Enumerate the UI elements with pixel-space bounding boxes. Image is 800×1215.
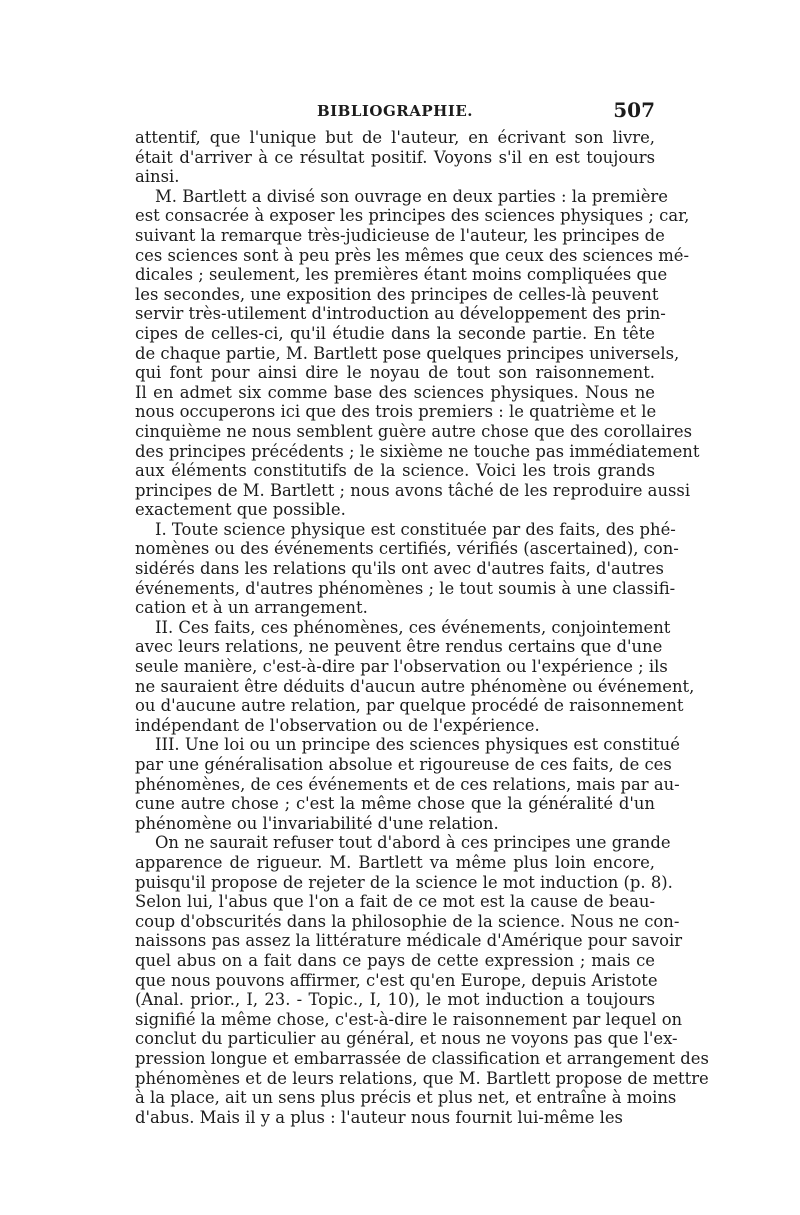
body-text xyxy=(135,128,709,1127)
text-line: principes de M. Bartlett ; nous avons tâché de les reproduire aussi xyxy=(135,480,691,500)
running-head xyxy=(135,98,655,128)
text-line: ne sauraient être déduits d'aucun autre phénomène ou événement, xyxy=(135,676,695,696)
text-line: que nous pouvons affirmer, c'est qu'en Europe, depuis Aristote xyxy=(135,970,658,990)
text-line: à la place, ait un sens plus précis et plus net, et entraîne à moins xyxy=(135,1088,677,1108)
text-line: ainsi. xyxy=(135,167,180,187)
text-line: puisqu'il propose de rejeter de la science le mot induction (p. 8). xyxy=(135,872,673,892)
text-line: indépendant de l'observation ou de l'expérience. xyxy=(135,715,540,735)
text-line: est consacrée à exposer les principes des sciences physiques ; car, xyxy=(135,206,690,226)
text-line: ces sciences sont à peu près les mêmes que ceux des sciences mé- xyxy=(135,245,690,265)
paragraph xyxy=(135,519,679,618)
text-line: ou d'aucune autre relation, par quelque procédé de raisonnement xyxy=(135,696,684,716)
text-line: sidérés dans les relations qu'ils ont avec d'autres faits, d'autres xyxy=(135,559,664,579)
text-line: M. Bartlett a divisé son ouvrage en deux parties : la première xyxy=(155,186,668,206)
text-line: pression longue et embarrassée de classification et arrangement des xyxy=(135,1048,709,1068)
text-line: aux éléments constitutifs de la science. Voici les trois grands xyxy=(135,461,655,481)
text-line: qui font pour ainsi dire le noyau de tout son raisonnement. xyxy=(135,363,655,383)
text-line: exactement que possible. xyxy=(135,500,346,520)
text-line: nomènes ou des événements certifiés, vérifiés (ascertained), con- xyxy=(135,539,679,559)
text-line: phénomènes, de ces événements et de ces relations, mais par au- xyxy=(135,774,680,794)
text-line: II. Ces faits, ces phénomènes, ces événements, conjointement xyxy=(155,617,671,637)
section-title: BIBLIOGRAPHIE. xyxy=(316,102,474,120)
text-line: servir très-utilement d'introduction au développement des prin- xyxy=(135,304,666,324)
text-line: cune autre chose ; c'est la même chose que la généralité d'un xyxy=(135,794,655,814)
paragraph xyxy=(135,617,695,736)
text-line: Il en admet six comme base des sciences physiques. Nous ne xyxy=(135,382,655,402)
text-line: cation et à un arrangement. xyxy=(135,598,368,618)
text-line: par une généralisation absolue et rigoureuse de ces faits, de ces xyxy=(135,755,672,774)
text-line: conclut du particulier au général, et nous ne voyons pas que l'ex- xyxy=(135,1029,678,1049)
text-line: apparence de rigueur. M. Bartlett va même plus loin encore, xyxy=(135,852,655,872)
text-line: III. Une loi ou un principe des sciences physiques est constitué xyxy=(155,735,680,755)
text-line: était d'arriver à ce résultat positif. Voyons s'il en est toujours xyxy=(135,147,655,167)
text-line: événements, d'autres phénomènes ; le tout soumis à une classifi- xyxy=(135,578,676,598)
text-line: phénomènes et de leurs relations, que M. Bartlett propose de mettre xyxy=(135,1068,709,1088)
text-line: de chaque partie, M. Bartlett pose quelques principes universels, xyxy=(135,343,680,363)
paragraph xyxy=(135,735,680,833)
text-line: coup d'obscurités dans la philosophie de la science. Nous ne con- xyxy=(135,911,680,931)
text-line: cinquième ne nous semblent guère autre chose que des corollaires xyxy=(135,421,692,441)
paragraph xyxy=(135,833,709,1127)
text-line: signifié la même chose, c'est-à-dire le raisonnement par lequel on xyxy=(135,1009,683,1029)
text-line: avec leurs relations, ne peuvent être rendus certains que d'une xyxy=(135,637,663,657)
text-line: quel abus on a fait dans ce pays de cette expression ; mais ce xyxy=(135,950,655,970)
text-line: On ne saurait refuser tout d'abord à ces principes une grande xyxy=(155,833,671,853)
text-line: cipes de celles-ci, qu'il étudie dans la seconde partie. En tête xyxy=(135,323,655,343)
text-line: Selon lui, l'abus que l'on a fait de ce mot est la cause de beau- xyxy=(135,892,655,912)
paragraph xyxy=(135,128,655,187)
text-line: (Anal. prior., I, 23. - Topic., I, 10), le mot induction a toujours xyxy=(135,990,655,1010)
text-line: dicales ; seulement, les premières étant moins compliquées que xyxy=(135,265,668,285)
text-line: les secondes, une exposition des principes de celles-là peuvent xyxy=(135,284,659,304)
text-line: naissons pas assez la littérature médicale d'Amérique pour savoir xyxy=(135,931,683,951)
text-line: seule manière, c'est-à-dire par l'observation ou l'expérience ; ils xyxy=(135,657,668,677)
text-line: d'abus. Mais il y a plus : l'auteur nous fournit lui-même les xyxy=(135,1107,623,1127)
text-line: suivant la remarque très-judicieuse de l'auteur, les principes de xyxy=(135,225,665,245)
text-line: des principes précédents ; le sixième ne touche pas immédiatement xyxy=(135,441,700,461)
text-line: nous occuperons ici que des trois premiers : le quatrième et le xyxy=(135,402,657,422)
text-line: phénomène ou l'invariabilité d'une relation. xyxy=(135,813,499,833)
text-line: attentif, que l'unique but de l'auteur, en écrivant son livre, xyxy=(135,128,655,147)
text-line: I. Toute science physique est constituée par des faits, des phé- xyxy=(155,519,676,539)
page-number: 507 xyxy=(613,98,655,122)
paragraph xyxy=(135,186,700,520)
